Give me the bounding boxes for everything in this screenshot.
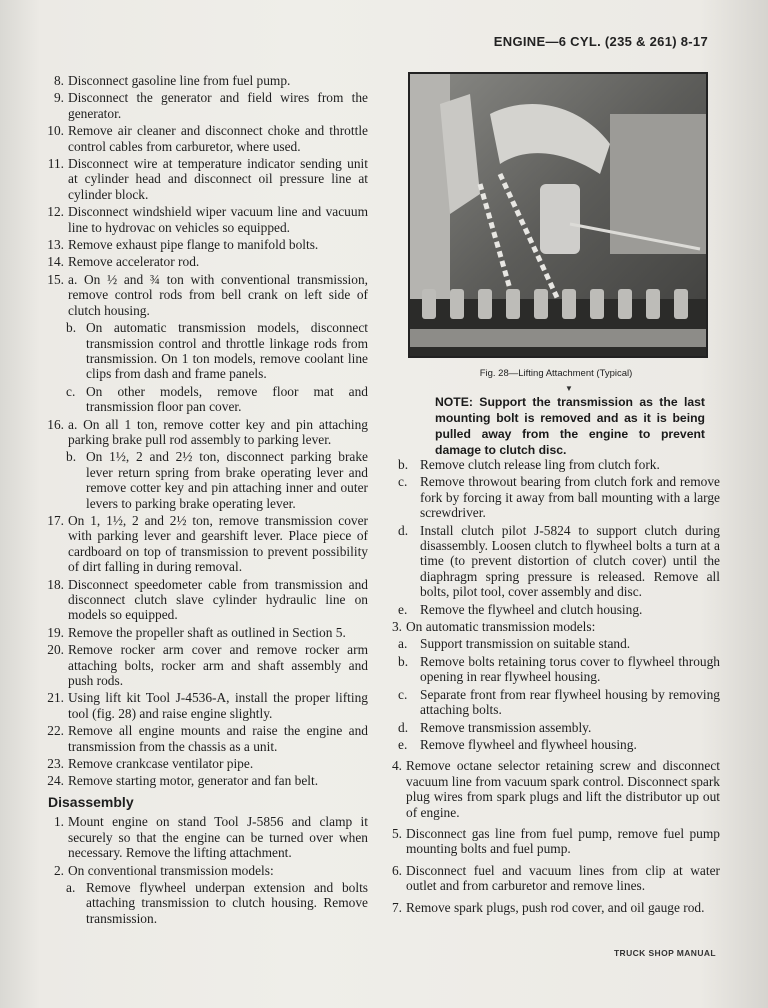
list-item: 8. Disconnect gasoline line from fuel pump. — [53, 73, 291, 88]
list-item: 5. Disconnect gas line from fuel pump, remove fuel pump mounting bolts and fuel pump. — [391, 825, 720, 857]
list-subitem: b. On automatic transmission models, disconnect transmission control and throttle linkage rods from transmission. On 1 ton models, remove coolant line clips from dash and frame panels. — [66, 320, 368, 382]
list-item: 9. Disconnect the generator and field wires from the generator. — [53, 90, 368, 121]
list-subitem: d. Install clutch pilot J-5824 to support clutch during disassembly. Loosen clutch to flywheel bolts a turn at a time (to prevent distortion of clutch cover) until the diaphragm spring pressure is released. Remove all bolts, pilot tool, cover assembly and disc. — [398, 522, 720, 600]
list-item: 22. Remove all engine mounts and raise the engine and transmission from the chassis as a unit. — [47, 723, 368, 754]
figure-caption: Fig. 28—Lifting Attachment (Typical) — [479, 368, 633, 379]
list-item: 20. Remove rocker arm cover and remove rocker arm attaching bolts, rocker arm and shaft assembly and push rods. — [47, 642, 368, 689]
list-subitem: a. Support transmission on suitable stand. — [398, 636, 631, 652]
list-item: 7. Remove spark plugs, push rod cover, and oil gauge rod. — [391, 899, 705, 915]
list-subitem: b. Remove bolts retaining torus cover to flywheel through opening in rear flywheel housing. — [398, 653, 720, 685]
list-item: 23. Remove crankcase ventilator pipe. — [47, 756, 254, 772]
figure-photo-lifting-attachment — [408, 72, 708, 358]
list-subitem: a. Remove flywheel underpan extension and bolts attaching transmission to clutch housing. Remove transmission. — [66, 879, 368, 926]
list-subitem: c. On other models, remove floor mat and transmission floor pan cover. — [66, 383, 368, 415]
list-subitem: c. Remove throwout bearing from clutch fork and remove fork by forcing it away from ball mounting with a large screwdriver. — [398, 474, 720, 521]
list-item: 4. Remove octane selector retaining screw and disconnect vacuum line from vacuum spark control. Disconnect spark plug wires from spark plugs and lift the distributor up out of engine. — [391, 758, 720, 820]
list-subitem: e. Remove flywheel and flywheel housing. — [398, 736, 637, 752]
list-subitem: c. Separate front from rear flywheel housing by removing attaching bolts. — [398, 686, 720, 718]
page-footer: TRUCK SHOP MANUAL — [613, 948, 716, 958]
list-item: 1. Mount engine on stand Tool J-5856 and clamp it securely so that the engine can be turned over when necessary. Remove the lifting attachment. — [53, 814, 368, 861]
list-item: 11. Disconnect wire at temperature indicator sending unit at cylinder head and disconnect oil pressure line at cylinder block. — [47, 156, 368, 202]
caution-note: NOTE: Support the transmission as the last mounting bolt is removed and as it is being pulled away from the engine to prevent damage to clutch disc. — [435, 395, 705, 457]
list-item: 17. On 1, 1½, 2 and 2½ ton, remove transmission cover with parking lever and gearshift lever. Place piece of cardboard on top of transmission to prevent possibility of dirt falling in during removal. — [47, 512, 368, 575]
list-item: 14. Remove accelerator rod. — [47, 254, 200, 270]
list-item: 10. Remove air cleaner and disconnect choke and throttle control cables from carburetor, where used. — [47, 123, 368, 154]
list-item: 2. On conventional transmission models: — [53, 862, 274, 878]
list-item: 21. Using lift kit Tool J-4536-A, install the proper lifting tool (fig. 28) and raise engine slightly. — [47, 690, 368, 721]
list-item: 19. Remove the propeller shaft as outlined in Section 5. — [47, 624, 346, 640]
list-item: 18. Disconnect speedometer cable from transmission and disconnect clutch slave cylinder hydraulic line on models so equipped. — [47, 576, 368, 623]
section-heading-disassembly: Disassembly — [48, 793, 134, 810]
left-column — [38, 73, 368, 928]
list-item: 24. Remove starting motor, generator and fan belt. — [47, 773, 319, 789]
right-column — [391, 457, 720, 917]
page-header: ENGINE—6 CYL. (235 & 261) 8-17 — [493, 34, 708, 49]
list-item: 12. Disconnect windshield wiper vacuum line and vacuum line to hydrovac on vehicles so equipped. — [47, 204, 368, 235]
list-subitem: b. Remove clutch release ling from clutch fork. — [398, 457, 660, 472]
list-item: 6. Disconnect fuel and vacuum lines from clip at water outlet and from carburetor and remove lines. — [391, 862, 720, 894]
list-item: 13. Remove exhaust pipe flange to manifold bolts. — [47, 237, 319, 253]
list-item: 3. On automatic transmission models: — [391, 619, 596, 635]
list-subitem: e. Remove the flywheel and clutch housing. — [398, 601, 643, 617]
list-subitem: d. Remove transmission assembly. — [398, 719, 592, 735]
list-item: 15. a. On ½ and ¾ ton with conventional transmission, remove control rods from bell crank on left side of clutch housing. — [47, 271, 368, 318]
list-subitem: b. On 1½, 2 and 2½ ton, disconnect parking brake lever return spring from brake operating lever and remove cotter key and pin attaching inner and outer levers to parking brake operating lever. — [66, 449, 368, 511]
bullet-mark: ▼ — [565, 384, 573, 393]
list-item: 16. a. On all 1 ton, remove cotter key and pin attaching parking brake pull rod assembly to parking lever. — [47, 416, 368, 447]
